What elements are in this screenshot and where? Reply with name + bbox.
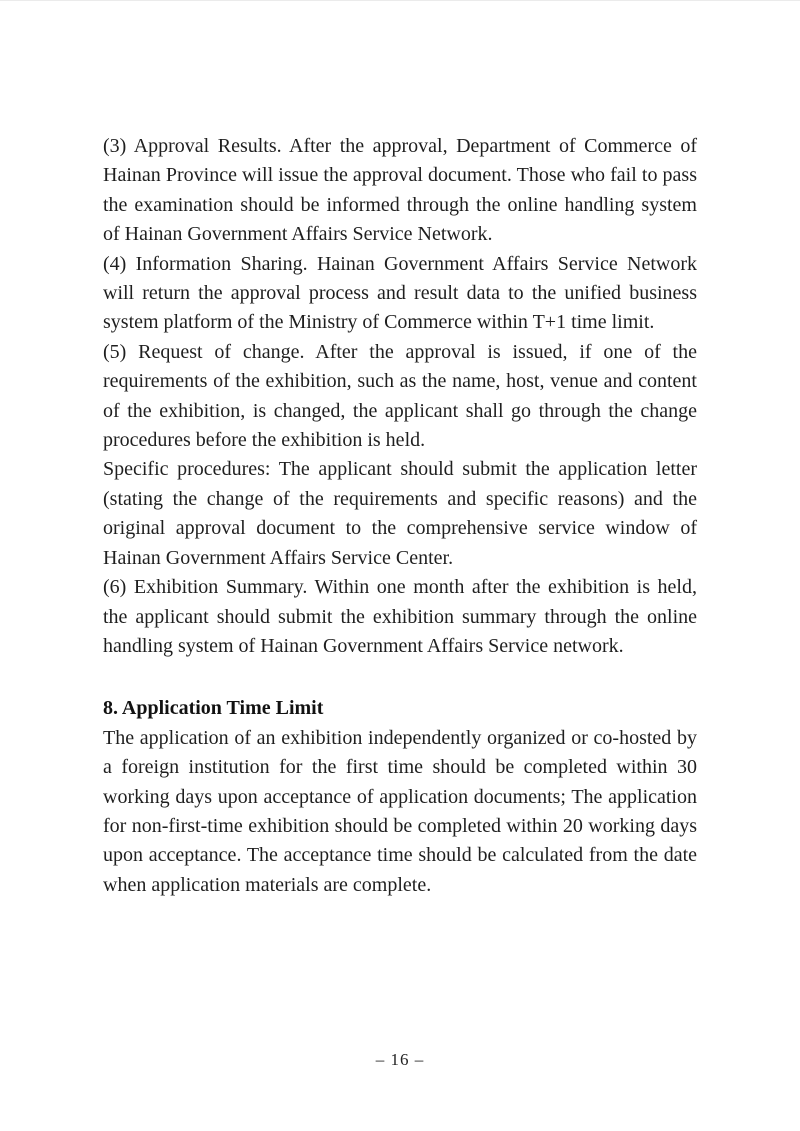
paragraph-request-of-change: (5) Request of change. After the approval is issued, if one of the requirements of the exhibition, such as the name, host, venue and content of the exhibition, is changed, the applicant shall go through the change procedures before the exhibition is held.: [103, 340, 697, 452]
section-heading-application-time-limit: 8. Application Time Limit: [103, 697, 324, 720]
paragraph-exhibition-summary: (6) Exhibition Summary. Within one month after the exhibition is held, the applicant should submit the exhibition summary through the online handling system of Hainan Government Affairs Service network.: [103, 576, 697, 657]
page-top-edge: [0, 0, 800, 1]
paragraph-application-time-limit: The application of an exhibition independently organized or co-hosted by a foreign institution for the first time should be completed within 30 working days upon acceptance of application documents; The application for non-first-time exhibition should be completed within 20 working days upon acceptance. The acceptance time should be calculated from the date when application materials are complete.: [103, 726, 697, 896]
page-number: – 16 –: [375, 1050, 425, 1069]
page-content: [103, 132, 697, 900]
paragraph-approval-results: (3) Approval Results. After the approval, Department of Commerce of Hainan Province will issue the approval document. Those who fail to pass the examination should be informed through the online handling system of Hainan Government Affairs Service Network.: [103, 135, 697, 246]
paragraph-information-sharing: (4) Information Sharing. Hainan Government Affairs Service Network will return the approval process and result data to the unified business system platform of the Ministry of Commerce within T+1 time limit.: [103, 252, 697, 334]
paragraph-specific-procedures: Specific procedures: The applicant should submit the application letter (stating the change of the requirements and specific reasons) and the original approval document to the comprehensive service window of Hainan Government Affairs Service Center.: [103, 458, 697, 569]
